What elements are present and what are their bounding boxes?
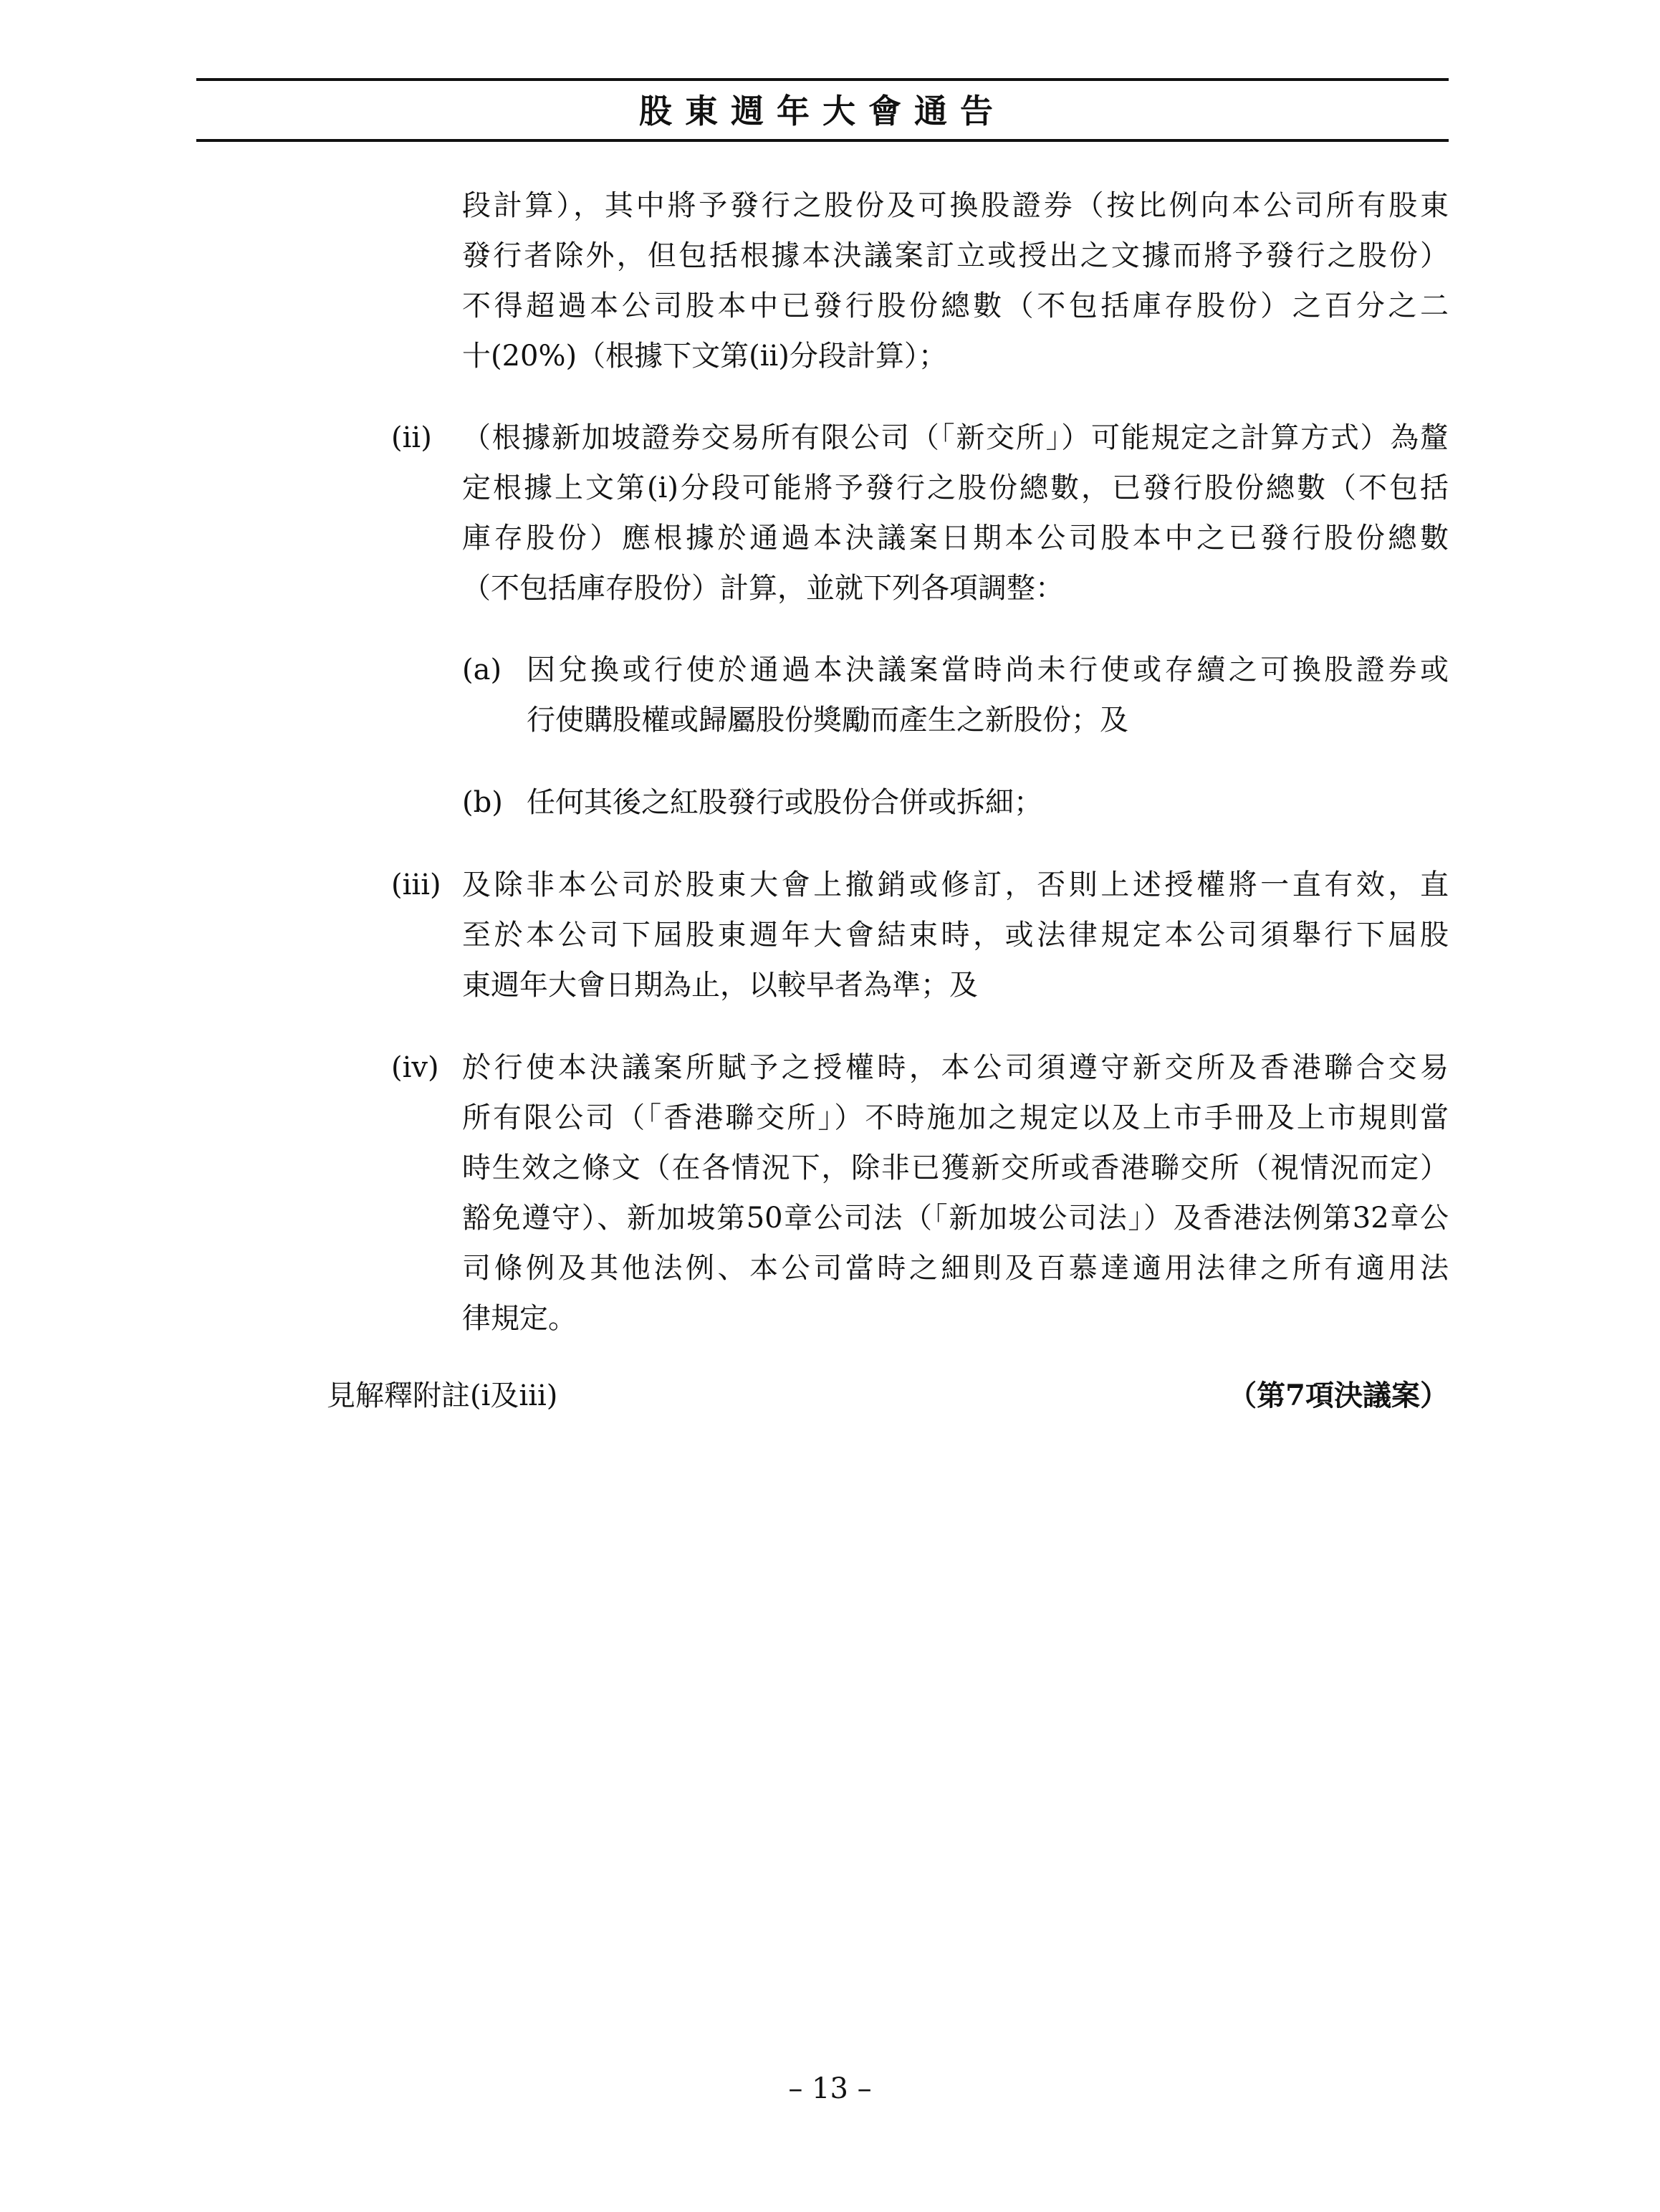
- text-line: 律規定。: [462, 1302, 577, 1335]
- item-ii-label: (ii): [391, 421, 432, 454]
- text-line: 及除非本公司於股東大會上撤銷或修訂，否則上述授權將一直有效，直: [462, 868, 1449, 901]
- item-iv-text: [462, 1043, 1449, 1344]
- text-line: 所有限公司（「香港聯交所」）不時施加之規定以及上市手冊及上市規則當: [462, 1101, 1449, 1134]
- paragraph-i-continuation: [462, 181, 1449, 381]
- text-line: 發行者除外，但包括根據本決議案訂立或授出之文據而將予發行之股份）: [462, 239, 1449, 272]
- text-line: 豁免遵守）、新加坡第50章公司法（「新加坡公司法」）及香港法例第32章公: [462, 1202, 1449, 1235]
- text-line: 庫存股份）應根據於通過本決議案日期本公司股本中之已發行股份總數: [462, 522, 1449, 555]
- text-line: 東週年大會日期為止，以較早者為準；及: [462, 969, 978, 1002]
- text-line: 時生效之條文（在各情況下，除非已獲新交所或香港聯交所（視情況而定）: [462, 1152, 1449, 1184]
- sub-item-a-label: (a): [462, 653, 502, 686]
- text-line: （不包括庫存股份）計算，並就下列各項調整：: [462, 572, 1064, 605]
- text-line: 段計算），其中將予發行之股份及可換股證券（按比例向本公司所有股東: [462, 189, 1449, 222]
- text-line: 至於本公司下屆股東週年大會結束時，或法律規定本公司須舉行下屆股: [462, 919, 1449, 952]
- explanatory-note-reference: 見解釋附註(i及iii): [327, 1379, 558, 1412]
- text-line: 不得超過本公司股本中已發行股份總數（不包括庫存股份）之百分之二: [462, 289, 1449, 322]
- text-line: 定根據上文第(i)分段可能將予發行之股份總數，已發行股份總數（不包括: [462, 471, 1449, 504]
- text-line: 任何其後之紅股發行或股份合併或拆細；: [527, 786, 1042, 819]
- resolution-number: （第7項決議案）: [1228, 1379, 1449, 1412]
- sub-item-b-text: [527, 777, 1449, 828]
- page-number: – 13 –: [788, 2072, 872, 2105]
- text-line: 於行使本決議案所賦予之授權時，本公司須遵守新交所及香港聯合交易: [462, 1051, 1449, 1084]
- item-ii-text: [462, 413, 1449, 613]
- text-line: 十(20%)（根據下文第(ii)分段計算）；: [462, 340, 947, 373]
- item-iii-text: [462, 860, 1449, 1010]
- text-line: （根據新加坡證券交易所有限公司（「新交所」）可能規定之計算方式）為釐: [462, 421, 1449, 454]
- sub-item-a-text: [527, 645, 1449, 745]
- text-line: 因兌換或行使於通過本決議案當時尚未行使或存續之可換股證券或: [527, 653, 1449, 686]
- text-line: 司條例及其他法例、本公司當時之細則及百慕達適用法律之所有適用法: [462, 1252, 1449, 1285]
- text-line: 行使購股權或歸屬股份獎勵而產生之新股份；及: [527, 704, 1128, 737]
- item-iii-label: (iii): [391, 868, 441, 901]
- sub-item-b-label: (b): [462, 786, 503, 819]
- header-rule-bottom: [196, 139, 1449, 142]
- item-iv-label: (iv): [391, 1051, 439, 1084]
- page-header-title: 股東週年大會通告: [639, 92, 1006, 130]
- header-rule-top: [196, 78, 1449, 81]
